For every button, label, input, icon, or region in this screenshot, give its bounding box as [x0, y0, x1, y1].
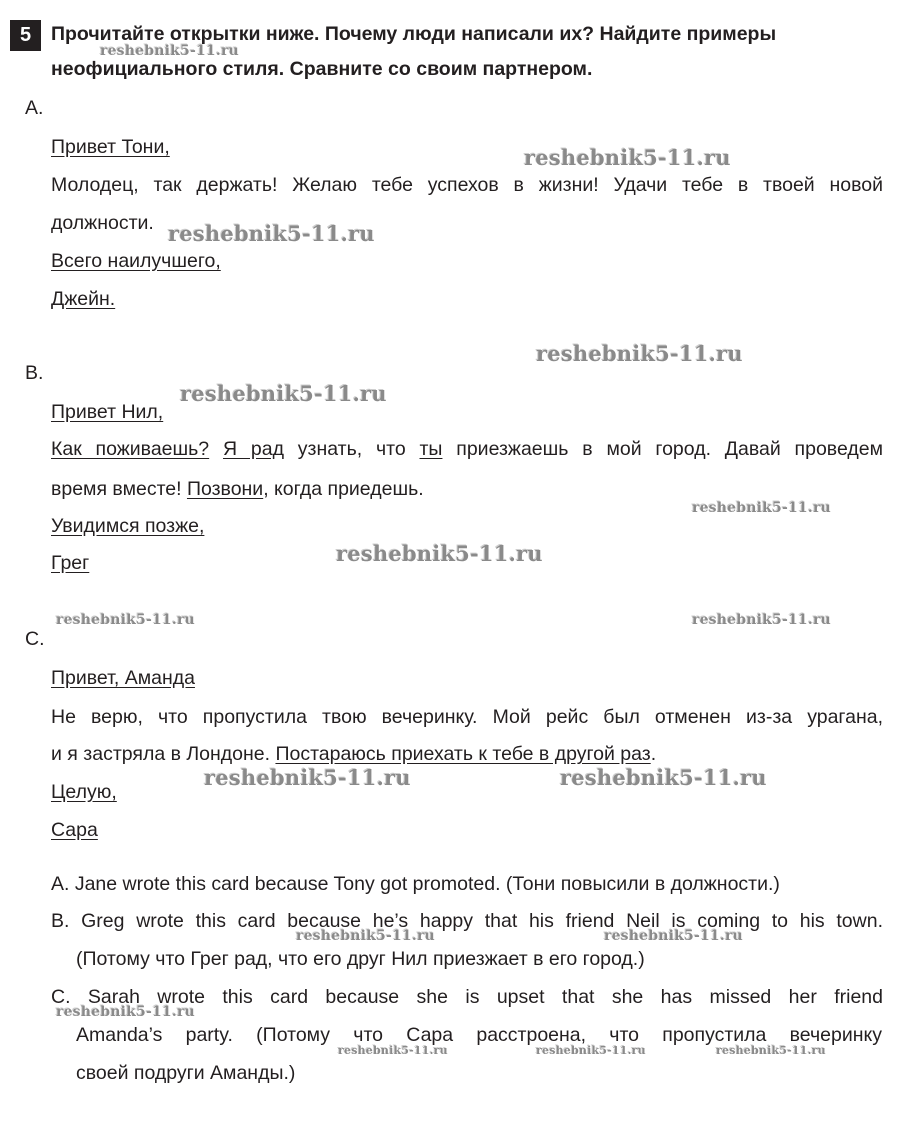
text-fragment: узнать, что [283, 438, 420, 460]
card-body-line-2 [51, 742, 883, 766]
card-letter: A. [25, 97, 44, 119]
informal-phrase: Постараюсь приехать к тебе в другой раз [275, 743, 651, 765]
text-fragment: приезжаешь в мой город. Давай проведем [442, 438, 883, 460]
task-instruction-line-1: Прочитайте открытки ниже. Почему люди написали их? Найдите примеры [51, 23, 777, 45]
watermark: reshebnik5-11.ru [692, 612, 831, 628]
answer-b-line-1: B. Greg wrote this card because he’s happy that his friend Neil is coming to his town. [51, 910, 883, 932]
card-body-line-1 [51, 437, 883, 461]
card-body-text: Не верю, что пропустила твою вечеринку. Мой рейс был отменен из-за урагана, [51, 706, 883, 728]
watermark: reshebnik5-11.ru [180, 381, 387, 406]
watermark: reshebnik5-11.ru [336, 541, 543, 566]
text-fragment: и я застряла в Лондоне. [51, 743, 276, 765]
answer-b-line-2: (Потому что Грег рад, что его друг Нил приезжает в его город.) [76, 948, 645, 970]
card-closing: Всего наилучшего, [51, 250, 221, 272]
watermark: reshebnik5-11.ru [204, 765, 411, 790]
card-signature: Джейн. [51, 288, 116, 310]
card-signature: Грег [51, 552, 90, 574]
answer-c-line-2: Amanda’s party. (Потому что Сара расстроена, что пропустила вечеринку [76, 1024, 882, 1046]
watermark: reshebnik5-11.ru [524, 145, 731, 170]
watermark: reshebnik5-11.ru [56, 612, 195, 628]
watermark: reshebnik5-11.ru [536, 341, 743, 366]
text-fragment [209, 438, 223, 460]
watermark: reshebnik5-11.ru [604, 928, 743, 944]
card-letter: B. [25, 362, 44, 384]
watermark: reshebnik5-11.ru [168, 221, 375, 246]
answer-a: A. Jane wrote this card because Tony got promoted. (Тони повысили в должности.) [51, 873, 780, 895]
card-closing: Увидимся позже, [51, 515, 205, 537]
card-closing: Целую, [51, 781, 117, 803]
task-number-badge: 5 [10, 20, 41, 51]
watermark: reshebnik5-11.ru [56, 1004, 195, 1020]
watermark: reshebnik5-11.ru [692, 500, 831, 516]
card-greeting: Привет Нил, [51, 401, 164, 423]
card-body-line-1 [51, 705, 883, 729]
card-body-line-1 [51, 173, 883, 197]
watermark: reshebnik5-11.ru [536, 1044, 646, 1057]
informal-phrase: Как поживаешь? [51, 438, 210, 460]
card-greeting: Привет, Аманда [51, 667, 195, 689]
card-body-line-2 [51, 477, 883, 501]
watermark: reshebnik5-11.ru [560, 765, 767, 790]
watermark: reshebnik5-11.ru [338, 1044, 448, 1057]
watermark: reshebnik5-11.ru [716, 1044, 826, 1057]
informal-phrase: ты [419, 438, 443, 460]
card-greeting: Привет Тони, [51, 136, 170, 158]
answer-c-line-3: своей подруги Аманды.) [76, 1062, 296, 1084]
informal-phrase: Я рад [222, 438, 284, 460]
watermark: reshebnik5-11.ru [296, 928, 435, 944]
informal-phrase: Позвони [186, 478, 264, 500]
card-letter: C. [25, 628, 45, 650]
card-body-text: Молодец, так держать! Желаю тебе успехов в жизни! Удачи тебе в твоей новой [51, 174, 883, 196]
card-signature: Сара [51, 819, 98, 841]
text-fragment: время вместе! [51, 478, 187, 500]
answer-c-line-1: C. Sarah wrote this card because she is upset that she has missed her friend [51, 986, 883, 1008]
watermark: reshebnik5-11.ru [100, 43, 239, 59]
text-fragment: , когда приедешь. [263, 478, 424, 500]
task-instruction-line-2: неофициального стиля. Сравните со своим партнером. [51, 58, 593, 80]
text-fragment: . [650, 743, 657, 765]
card-body-line-2: должности. [51, 212, 154, 234]
